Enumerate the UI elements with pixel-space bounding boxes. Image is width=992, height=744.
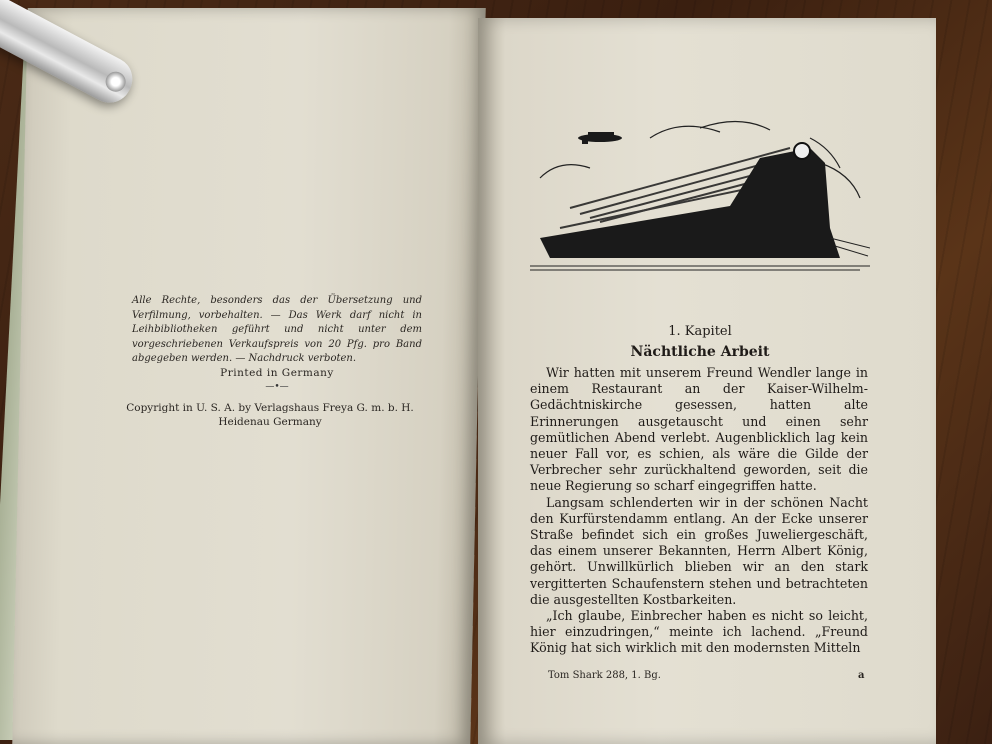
copyright-line-2: Heidenau Germany [218,416,322,428]
chapter-body [530,365,868,657]
printed-in: Printed in Germany [220,367,334,379]
train-illustration [530,118,870,273]
rights-text: Alle Rechte, besonders das der Übersetzung und Verfilmung, vorbehalten. — Das Werk darf nicht in Leihbibliotheken geführt und nicht unter dem vorgeschriebenen Verkaufspreis von 20 Pfg. pro Band abgegeben werden. — Nachdruck verboten. [132,295,422,364]
signature-line: Tom Shark 288, 1. Bg. [548,670,661,681]
chapter-title: Nächtliche Arbeit [630,344,770,360]
copyright-line-1: Copyright in U. S. A. by Verlagshaus Freya G. m. b. H. [126,402,414,414]
paragraph: „Ich glaube, Einbrecher haben es nicht so leicht, hier einzudringen,“ meinte ich lachend. „Freund König hat sich wirklich mit den modernsten Mitteln [530,608,868,656]
chapter-number: 1. Kapitel [668,324,732,339]
rights-notice [132,294,422,367]
ornament-divider: —•— [265,382,289,392]
pen-cap [102,68,129,95]
paragraph: Langsam schlenderten wir in der schönen Nacht den Kurfürstendamm entlang. An der Ecke unserer Straße befindet sich ein großes Juweliergeschäft, das einem unserer Bekannten, Herrn Albert König, gehört. Unwillkürlich blieben wir an den stark vergitterten Schaufenstern stehen und betrachteten die ausgestellten Kostbarkeiten. [530,494,868,607]
signature-mark: a [858,670,865,681]
airplane-icon [578,132,622,144]
paragraph: Wir hatten mit unserem Freund Wendler lange in einem Restaurant an der Kaiser-Wilhelm-Gedächtniskirche gesessen, hatten alte Erinnerungen ausgetauscht und einen sehr gemütlichen Abend verlebt. Augenblicklich lag kein neuer Fall vor, es schien, als wäre die Gilde der Verbrecher sehr zurückhaltend geworden, seit die neue Regierung so scharf eingegriffen hatte. [530,365,868,494]
copyright-notice [120,401,420,429]
